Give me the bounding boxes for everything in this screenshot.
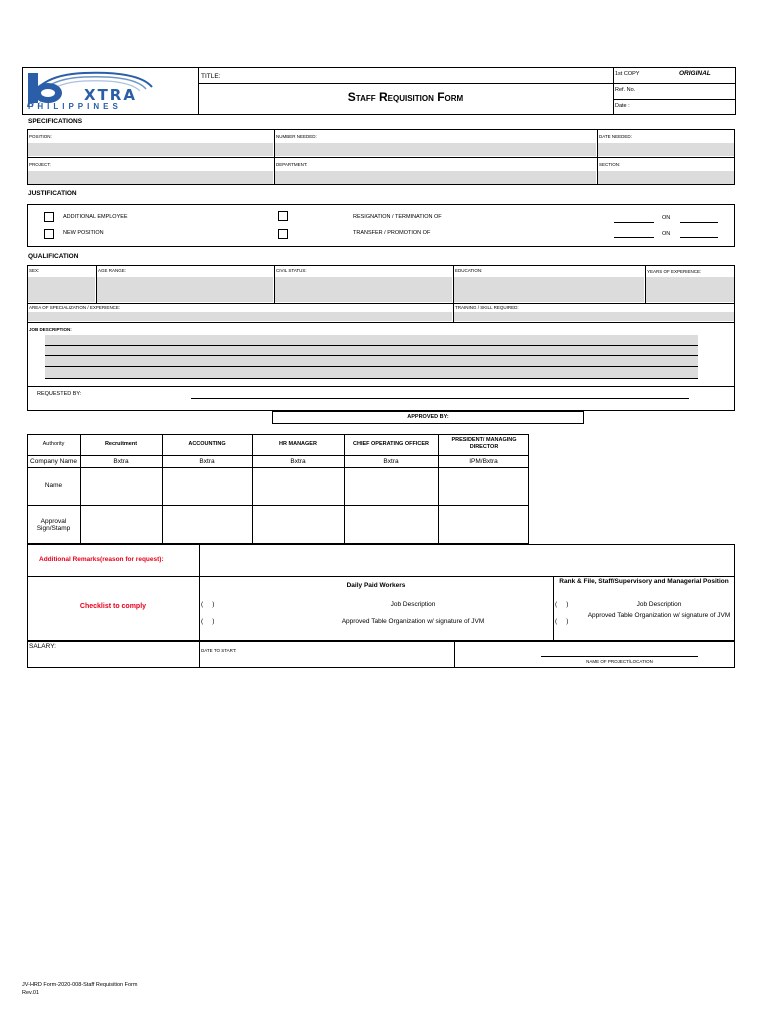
- education-field[interactable]: [454, 277, 644, 302]
- civil-status-label: CIVIL STATUS:: [276, 268, 307, 273]
- rank-jobdesc-check[interactable]: ( ): [555, 601, 569, 608]
- on-label-2: ON: [662, 231, 671, 237]
- specifications-heading: SPECIFICATIONS: [28, 118, 83, 125]
- logo-text: XTRA: [84, 86, 137, 104]
- rank-table-label: Approved Table Organization w/ signature of JVM: [587, 612, 731, 619]
- justification-heading: JUSTIFICATION: [28, 190, 77, 197]
- transfer-name-line[interactable]: [614, 237, 654, 238]
- copy-label: 1st COPY: [615, 71, 640, 77]
- sex-label: SEX:: [29, 268, 40, 273]
- coo-header: CHIEF OPERATING OFFICER: [353, 441, 429, 447]
- requested-by-label: REQUESTED BY:: [37, 391, 82, 397]
- footer-rev: Rev.01: [22, 990, 40, 996]
- training-label: TRAINING / SKILL REQUIRED:: [455, 305, 519, 310]
- daily-jobdesc-label: Job Description: [390, 601, 436, 608]
- civil-status-field[interactable]: [275, 277, 452, 302]
- approved-by-label: APPROVED BY:: [407, 414, 449, 420]
- rank-file-header: Rank & File, Staff/Supervisory and Managerial Position: [559, 578, 729, 585]
- date-needed-field[interactable]: [598, 143, 734, 156]
- number-needed-label: NUMBER NEEDED:: [276, 134, 317, 139]
- additional-employee-label: ADDITIONAL EMPLOYEE: [63, 214, 128, 220]
- age-range-field[interactable]: [97, 277, 273, 302]
- daily-table-check[interactable]: ( ): [201, 618, 215, 625]
- copy-value: ORIGINAL: [679, 70, 711, 77]
- area-specialization-label: AREA OF SPECIALIZATION / EXPERIENCE:: [29, 305, 121, 310]
- position-label: POSITION:: [29, 134, 52, 139]
- section-field[interactable]: [598, 171, 734, 184]
- project-location-line[interactable]: [541, 656, 698, 657]
- years-experience-field[interactable]: [646, 277, 734, 302]
- additional-remarks-label: Additional Remarks(reason for request):: [39, 556, 164, 563]
- date-needed-label: DATE NEEDED:: [599, 134, 632, 139]
- date-label: Date :: [615, 103, 630, 109]
- education-label: EDUCATION:: [455, 268, 483, 273]
- transfer-label: TRANSFER / PROMOTION OF: [353, 230, 431, 236]
- on-label-1: ON: [662, 215, 671, 221]
- accounting-header: ACCOUNTING: [188, 441, 226, 447]
- additional-employee-checkbox[interactable]: [44, 212, 54, 222]
- department-field[interactable]: [275, 171, 596, 184]
- date-to-start-label: DATE TO START:: [201, 648, 237, 653]
- project-field[interactable]: [28, 171, 273, 184]
- rank-jobdesc-label: Job Description: [636, 601, 682, 608]
- department-label: DEPARTMENT:: [276, 162, 308, 167]
- justification-box: [27, 204, 735, 247]
- title-label: TITLE:: [201, 73, 221, 80]
- new-position-checkbox[interactable]: [44, 229, 54, 239]
- checklist-label: Checklist to comply: [79, 603, 147, 610]
- salary-label: SALARY:: [29, 643, 56, 650]
- project-location-label: NAME OF PROJECT/LOCATION: [586, 659, 653, 664]
- company-hr-manager: Bxtra: [290, 458, 306, 465]
- president-header: PRESIDENT/ MANAGING DIRECTOR: [451, 437, 517, 450]
- resignation-name-line[interactable]: [614, 222, 654, 223]
- company-recruitment: Bxtra: [113, 458, 129, 465]
- job-description-label: JOB DESCRIPTION:: [29, 327, 72, 332]
- rank-table-check[interactable]: ( ): [555, 618, 569, 625]
- company-name-label: Company Name: [30, 458, 77, 465]
- job-description-field[interactable]: [45, 335, 698, 379]
- footer-form-code: JV-HRD Form-2020-008-Staff Requisition Form: [22, 982, 138, 988]
- company-accounting: Bxtra: [199, 458, 215, 465]
- area-specialization-field[interactable]: [28, 312, 452, 321]
- position-field[interactable]: [28, 143, 273, 156]
- training-field[interactable]: [454, 312, 734, 321]
- age-range-label: AGE RANGE:: [98, 268, 127, 273]
- requested-by-line[interactable]: [191, 398, 689, 399]
- section-label: SECTION:: [599, 162, 621, 167]
- new-position-label: NEW POSITION: [63, 230, 104, 236]
- authority-header: Authority: [42, 441, 65, 447]
- ref-no-label: Ref. No.: [615, 87, 636, 93]
- daily-table-label: Approved Table Organization w/ signature of JVM: [341, 618, 485, 625]
- resignation-label: RESIGNATION / TERMINATION OF: [353, 214, 442, 220]
- hr-manager-header: HR MANAGER: [279, 441, 317, 447]
- resignation-date-line[interactable]: [680, 222, 718, 223]
- form-title: Staff Requisition Form: [347, 90, 464, 104]
- transfer-date-line[interactable]: [680, 237, 718, 238]
- recruitment-header: Recruitment: [104, 441, 138, 447]
- company-logo: [24, 69, 196, 113]
- resignation-checkbox[interactable]: [278, 211, 288, 221]
- sex-field[interactable]: [28, 277, 95, 302]
- logo-subtext: PHILIPPINES: [28, 102, 122, 111]
- project-label: PROJECT:: [29, 162, 51, 167]
- daily-paid-header: Daily Paid Workers: [346, 582, 406, 589]
- sign-row-label: Approval Sign/Stamp: [36, 518, 71, 532]
- company-president: IPM/Bxtra: [469, 458, 498, 465]
- qualification-heading: QUALIFICATION: [28, 253, 79, 260]
- number-needed-field[interactable]: [275, 143, 596, 156]
- company-coo: Bxtra: [383, 458, 399, 465]
- years-experience-label: YEARS OF EXPERIENCE:: [647, 269, 702, 274]
- daily-jobdesc-check[interactable]: ( ): [201, 601, 215, 608]
- name-row-label: Name: [44, 482, 63, 489]
- transfer-checkbox[interactable]: [278, 229, 288, 239]
